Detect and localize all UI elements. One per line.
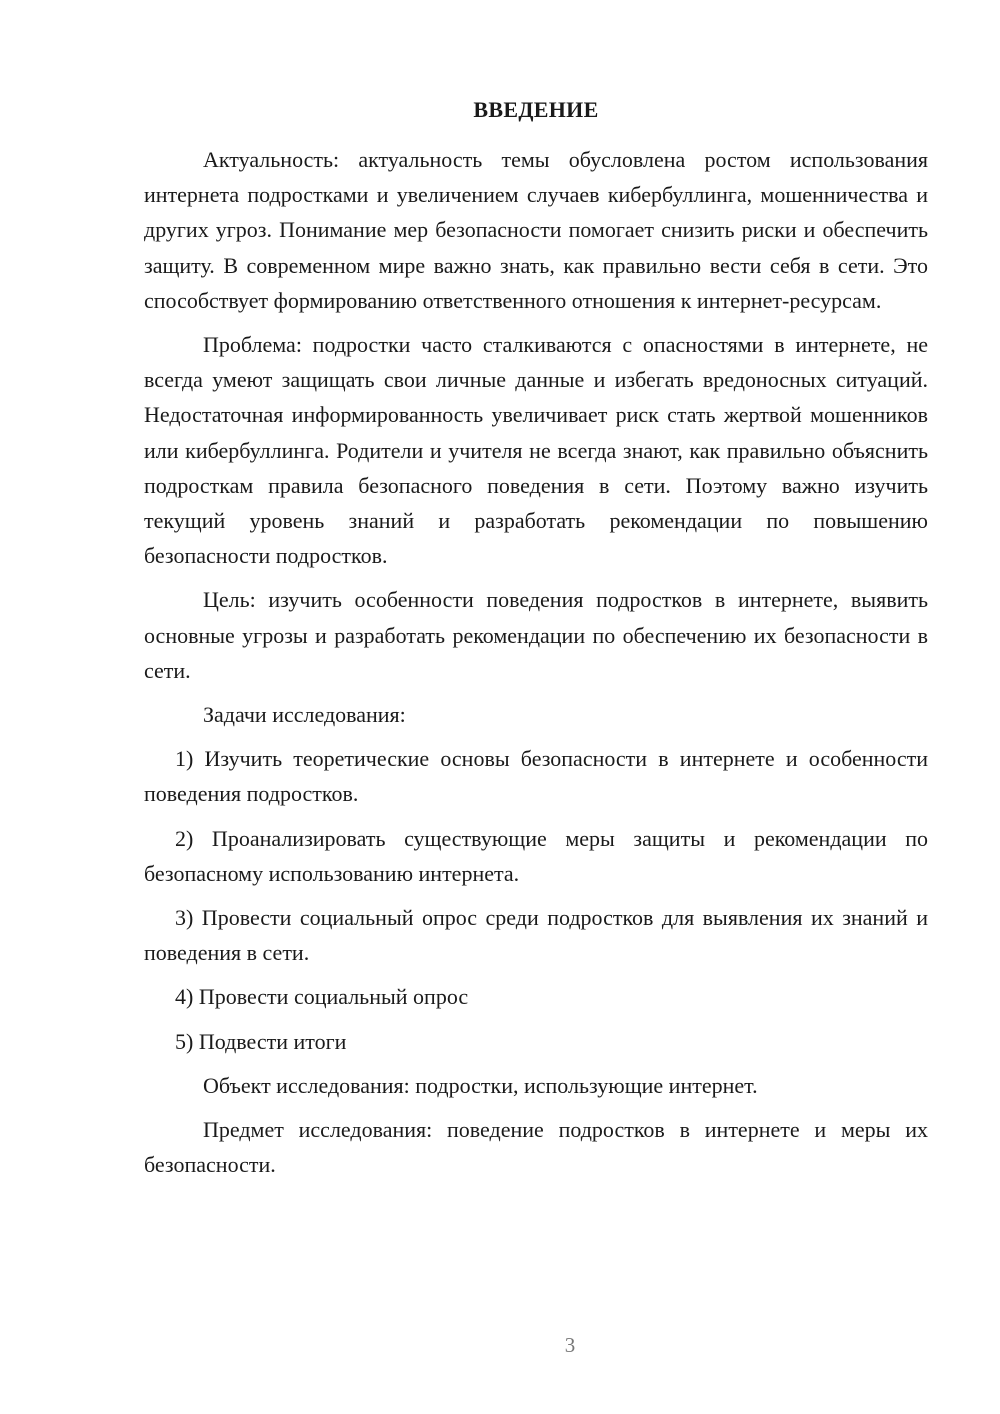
page-content — [144, 95, 928, 1191]
goal-paragraph: Цель: изучить особенности поведения подростков в интернете, выявить основные угрозы и разработать рекомендации по обеспечению их безопасности в сети. — [144, 587, 928, 683]
tasks-title: Задачи исследования: — [203, 702, 406, 728]
task-item-2: 2) Проанализировать существующие меры защиты и рекомендации по безопасному использованию интернета. — [144, 825, 928, 886]
task-item-4: 4) Провести социальный опрос — [175, 984, 469, 1010]
object-paragraph: Объект исследования: подростки, использующие интернет. — [203, 1072, 758, 1098]
section-heading: ВВЕДЕНИЕ — [473, 97, 599, 122]
task-item-5: 5) Подвести итоги — [175, 1028, 347, 1054]
page-number: 3 — [564, 1333, 576, 1357]
problem-paragraph: Проблема: подростки часто сталкиваются с опасностями в интернете, не всегда умеют защищать свои личные данные и избегать вредоносных ситуаций. Недостаточная информированность увеличивает риск стать жертвой мошенников или кибербуллинга. Родители и учителя не всегда знают, как правильно объяснить подросткам правила безопасного поведения в сети. Поэтому важно изучить текущий уровень знаний и разработать рекомендации по повышению безопасности подростков. — [144, 332, 928, 569]
task-item-3: 3) Провести социальный опрос среди подростков для выявления их знаний и поведения в сети. — [144, 905, 928, 966]
subject-paragraph: Предмет исследования: поведение подростков в интернете и меры их безопасности. — [144, 1117, 928, 1178]
task-item-1: 1) Изучить теоретические основы безопасности в интернете и особенности поведения подростков. — [144, 746, 928, 807]
relevance-paragraph: Актуальность: актуальность темы обусловлена ростом использования интернета подростками и увеличением случаев кибербуллинга, мошенничества и других угроз. Понимание мер безопасности помогает снизить риски и обеспечить защиту. В современном мире важно знать, как правильно вести себя в сети. Это способствует формированию ответственного отношения к интернет-ресурсам. — [144, 147, 928, 313]
